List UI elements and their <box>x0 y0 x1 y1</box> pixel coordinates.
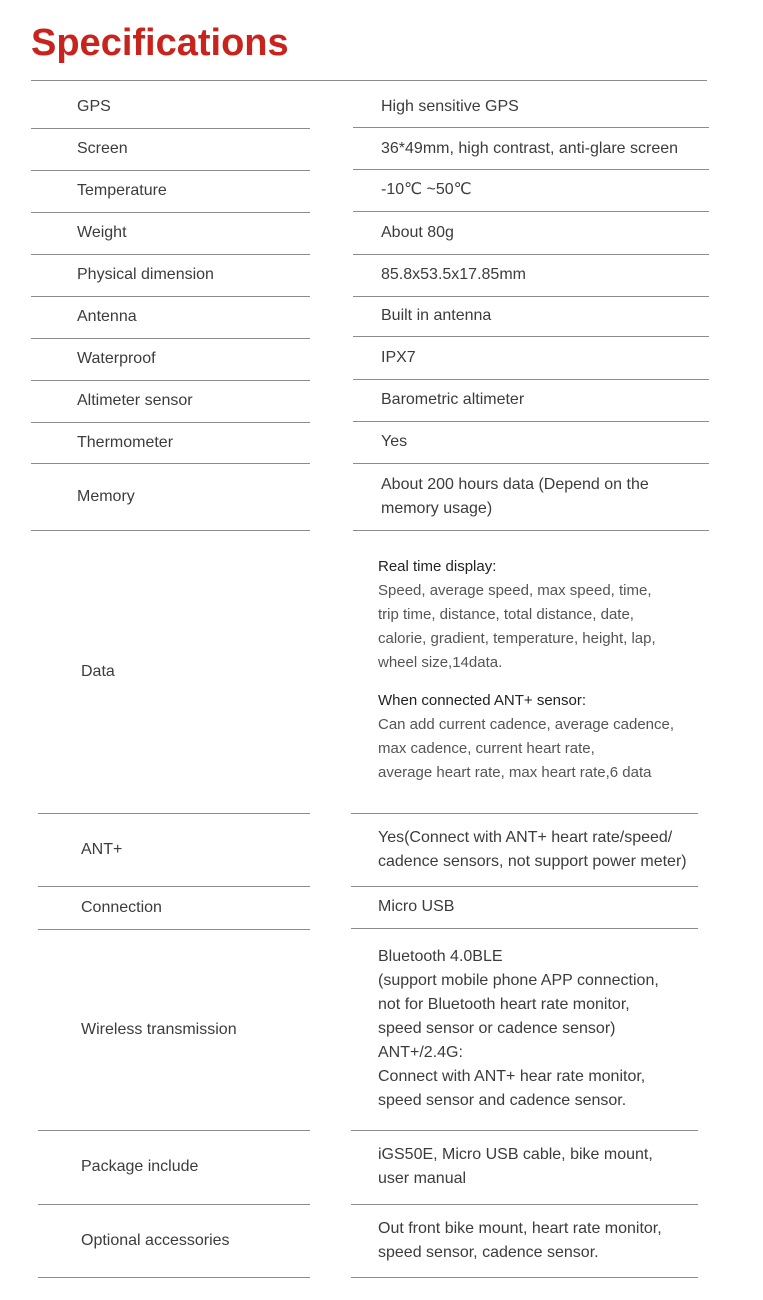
spec-value-memory: About 200 hours data (Depend on the memory usage) <box>381 475 649 517</box>
row-divider-right <box>353 530 709 531</box>
spec-label-thermometer: Thermometer <box>77 433 174 451</box>
spec-value-connection: Micro USB <box>378 898 455 915</box>
spec-label-screen: Screen <box>77 140 128 157</box>
spec-label-memory: Memory <box>77 487 135 505</box>
spec-label-antenna: Antenna <box>77 308 137 325</box>
spec-value-thermometer: Yes <box>381 433 408 450</box>
spec-value-antenna: Built in antenna <box>381 307 492 324</box>
data-ant-block <box>378 689 718 785</box>
spec-value-screen: 36*49mm, high contrast, anti-glare screen <box>381 139 679 157</box>
spec-label-connection: Connection <box>81 898 162 916</box>
spec-label-waterproof: Waterproof <box>77 350 156 367</box>
data-realtime-heading: Real time display: <box>378 558 497 575</box>
row-divider-right <box>351 1277 698 1278</box>
spec-label-optional-accessories: Optional accessories <box>81 1231 230 1249</box>
spec-label-wireless-transmission: Wireless transmission <box>81 1020 237 1038</box>
spec-label-data: Data <box>81 662 115 680</box>
spec-label-weight: Weight <box>77 224 127 241</box>
row-divider-left <box>38 1277 310 1278</box>
spec-value-data <box>378 555 718 785</box>
data-realtime-text: Speed, average speed, max speed, time, trip time, distance, total distance, date, calorie, gradient, temperature, height, lap, wheel size,14data. <box>378 582 656 671</box>
spec-label-physical-dimension: Physical dimension <box>77 266 214 283</box>
spec-value-waterproof: IPX7 <box>381 348 416 366</box>
spec-label-temperature: Temperature <box>77 182 167 199</box>
spec-value-temperature: -10℃ ~50℃ <box>381 181 472 198</box>
data-realtime-block <box>378 555 718 675</box>
spec-value-gps: High sensitive GPS <box>381 98 519 115</box>
spec-value-physical-dimension: 85.8x53.5x17.85mm <box>381 266 526 283</box>
spec-label-package-include: Package include <box>81 1158 199 1175</box>
page-title: Specifications <box>31 22 289 64</box>
spec-value-package-include: iGS50E, Micro USB cable, bike mount, user manual <box>378 1146 653 1187</box>
spec-value-wireless-transmission: Bluetooth 4.0BLE (support mobile phone APP connection, not for Bluetooth heart rate monitor, speed sensor or cadence sensor) ANT+/2.4G: Connect with ANT+ hear rate monitor, speed sensor and cadence sensor. <box>378 948 659 1109</box>
spec-label-ant: ANT+ <box>81 840 123 858</box>
spec-value-altimeter-sensor: Barometric altimeter <box>381 391 525 408</box>
data-ant-text: Can add current cadence, average cadence, max cadence, current heart rate, average heart rate, max heart rate,6 data <box>378 716 675 781</box>
data-ant-heading: When connected ANT+ sensor: <box>378 692 587 709</box>
spec-value-ant: Yes(Connect with ANT+ heart rate/speed/ cadence sensors, not support power meter) <box>378 828 687 870</box>
spec-label-gps: GPS <box>77 98 111 115</box>
spec-label-altimeter-sensor: Altimeter sensor <box>77 392 193 409</box>
spec-value-optional-accessories: Out front bike mount, heart rate monitor, speed sensor, cadence sensor. <box>378 1219 662 1261</box>
spec-value-weight: About 80g <box>381 223 454 241</box>
